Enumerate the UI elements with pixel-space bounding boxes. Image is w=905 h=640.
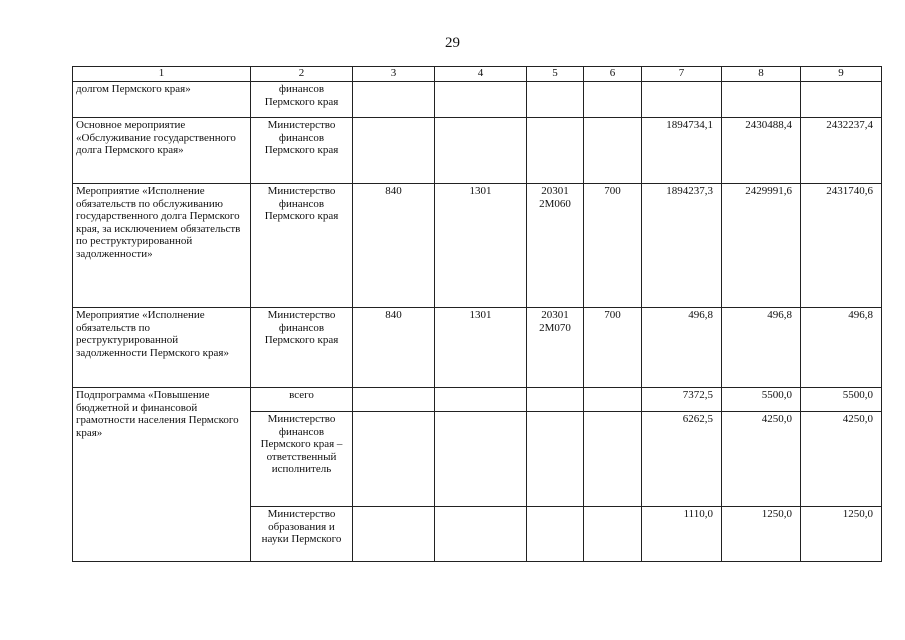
cell-col5 bbox=[527, 507, 584, 562]
table-row bbox=[73, 184, 882, 308]
row-name: долгом Пермского края» bbox=[73, 82, 251, 118]
table-row bbox=[73, 388, 882, 412]
cell-col3 bbox=[353, 412, 435, 507]
row-name: Основное мероприятие «Обслуживание государственного долга Пермского края» bbox=[73, 118, 251, 184]
cell-col9: 2431740,6 bbox=[801, 184, 882, 308]
page-number: 29 bbox=[445, 35, 460, 51]
cell-col6 bbox=[584, 82, 642, 118]
row-executor: Министерство финансов Пермского края bbox=[251, 118, 353, 184]
cell-col9: 496,8 bbox=[801, 308, 882, 388]
row-name: Подпрограмма «Повышение бюджетной и финансовой грамотности населения Пермского края» bbox=[73, 388, 251, 562]
row-executor: финансов Пермского края bbox=[251, 82, 353, 118]
table-row bbox=[73, 82, 882, 118]
cell-col7: 496,8 bbox=[642, 308, 722, 388]
cell-col4 bbox=[435, 118, 527, 184]
row-executor: Министерство финансов Пермского края – ответственный исполнитель bbox=[251, 412, 353, 507]
table-row bbox=[73, 118, 882, 184]
col-header-9: 9 bbox=[801, 67, 882, 82]
cell-col7: 6262,5 bbox=[642, 412, 722, 507]
cell-col8 bbox=[722, 82, 801, 118]
cell-col9: 2432237,4 bbox=[801, 118, 882, 184]
cell-col8: 2429991,6 bbox=[722, 184, 801, 308]
cell-col6: 700 bbox=[584, 184, 642, 308]
col-header-4: 4 bbox=[435, 67, 527, 82]
cell-col5: 20301 2М070 bbox=[527, 308, 584, 388]
budget-table bbox=[72, 66, 882, 562]
cell-col3 bbox=[353, 118, 435, 184]
cell-col5 bbox=[527, 118, 584, 184]
cell-col4 bbox=[435, 388, 527, 412]
cell-col7: 1894237,3 bbox=[642, 184, 722, 308]
col-header-5: 5 bbox=[527, 67, 584, 82]
cell-col3: 840 bbox=[353, 308, 435, 388]
header-row bbox=[73, 67, 882, 82]
col-header-6: 6 bbox=[584, 67, 642, 82]
cell-col5: 20301 2М060 bbox=[527, 184, 584, 308]
cell-col3 bbox=[353, 388, 435, 412]
col-header-8: 8 bbox=[722, 67, 801, 82]
cell-col3 bbox=[353, 507, 435, 562]
cell-col8: 1250,0 bbox=[722, 507, 801, 562]
col-header-7: 7 bbox=[642, 67, 722, 82]
cell-col5 bbox=[527, 388, 584, 412]
cell-col8: 2430488,4 bbox=[722, 118, 801, 184]
cell-col8: 5500,0 bbox=[722, 388, 801, 412]
cell-col5 bbox=[527, 412, 584, 507]
cell-col4 bbox=[435, 507, 527, 562]
cell-col8: 4250,0 bbox=[722, 412, 801, 507]
cell-col4 bbox=[435, 412, 527, 507]
row-executor: Министерство образования и науки Пермского bbox=[251, 507, 353, 562]
cell-col3: 840 bbox=[353, 184, 435, 308]
row-executor: Министерство финансов Пермского края bbox=[251, 184, 353, 308]
cell-col5 bbox=[527, 82, 584, 118]
cell-col8: 496,8 bbox=[722, 308, 801, 388]
cell-col4: 1301 bbox=[435, 308, 527, 388]
cell-col6 bbox=[584, 507, 642, 562]
cell-col4: 1301 bbox=[435, 184, 527, 308]
cell-col6 bbox=[584, 118, 642, 184]
row-name: Мероприятие «Исполнение обязательств по обслуживанию государственного долга Пермского края, за исключением обязательств по реструктурированной задолженности» bbox=[73, 184, 251, 308]
cell-col7: 7372,5 bbox=[642, 388, 722, 412]
cell-col9 bbox=[801, 82, 882, 118]
col-header-2: 2 bbox=[251, 67, 353, 82]
cell-col4 bbox=[435, 82, 527, 118]
cell-col9: 1250,0 bbox=[801, 507, 882, 562]
cell-col3 bbox=[353, 82, 435, 118]
cell-col9: 4250,0 bbox=[801, 412, 882, 507]
row-executor: Министерство финансов Пермского края bbox=[251, 308, 353, 388]
col-header-3: 3 bbox=[353, 67, 435, 82]
cell-col6: 700 bbox=[584, 308, 642, 388]
cell-col7: 1894734,1 bbox=[642, 118, 722, 184]
col-header-1: 1 bbox=[73, 67, 251, 82]
cell-col7 bbox=[642, 82, 722, 118]
cell-col6 bbox=[584, 412, 642, 507]
row-name: Мероприятие «Исполнение обязательств по реструктурированной задолженности Пермского края» bbox=[73, 308, 251, 388]
cell-col9: 5500,0 bbox=[801, 388, 882, 412]
cell-col6 bbox=[584, 388, 642, 412]
table-row bbox=[73, 308, 882, 388]
cell-col7: 1110,0 bbox=[642, 507, 722, 562]
row-executor: всего bbox=[251, 388, 353, 412]
